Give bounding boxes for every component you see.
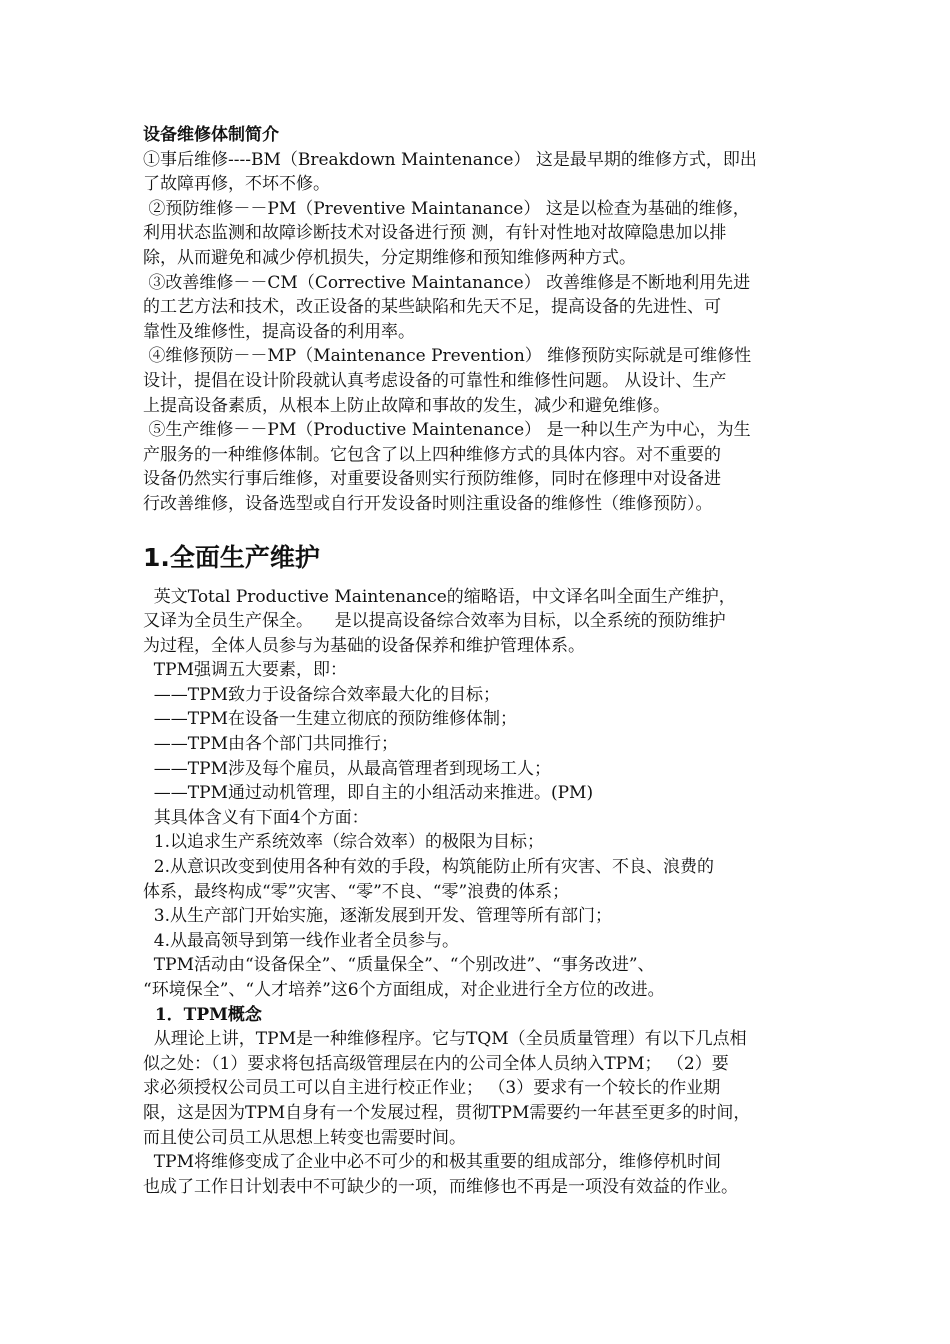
intro-line: 行改善维修，设备选型或自行开发设备时则注重设备的维修性（维修预防）。 <box>143 493 713 514</box>
section-line: 2.从意识改变到使用各种有效的手段，构筑能防止所有灾害、不良、浪费的 <box>143 857 715 878</box>
section-line: 3.从生产部门开始实施，逐渐发展到开发、管理等所有部门； <box>143 906 613 927</box>
intro-line: 上提高设备素质，从根本上防止故障和事故的发生，减少和避免维修。 <box>143 395 670 416</box>
subsection-line: 也成了工作日计划表中不可缺少的一项，而维修也不再是一项没有效益的作业。 <box>143 1176 738 1197</box>
intro-line: 除，从而避免和减少停机损失，分定期维修和预知维修两种方式。 <box>143 247 636 268</box>
document-page <box>143 123 810 1199</box>
subsection-line: 似之处：（1）要求将包括高级管理层在内的公司全体人员纳入TPM； （2）要 <box>143 1053 729 1074</box>
section-line: 1.以追求生产系统效率（综合效率）的极限为目标； <box>143 832 545 853</box>
section-line: 体系，最终构成“零”灾害、“零”不良、“零”浪费的体系； <box>143 881 570 902</box>
section-line: ——TPM致力于设备综合效率最大化的目标； <box>143 684 500 705</box>
subsection-line: 而且使公司员工从思想上转变也需要时间。 <box>143 1127 466 1148</box>
intro-line: 设计，提倡在设计阶段就认真考虑设备的可靠性和维修性问题。 从设计、生产 <box>143 370 727 391</box>
section-line: ——TPM通过动机管理，即自主的小组活动来推进。(PM) <box>143 783 594 804</box>
section-line: TPM强调五大要素，即： <box>143 660 347 681</box>
intro-line: 的工艺方法和技术，改正设备的某些缺陷和先天不足，提高设备的先进性、可 <box>143 297 721 318</box>
section-line: ——TPM涉及每个雇员，从最高管理者到现场工人； <box>143 758 551 779</box>
subsection-line: 限，这是因为TPM自身有一个发展过程，贯彻TPM需要约一年甚至更多的时间， <box>143 1102 751 1123</box>
subsection-line: TPM将维修变成了企业中必不可少的和极其重要的组成部分，维修停机时间 <box>143 1152 721 1173</box>
subsection-heading: 1．TPM概念 <box>143 1004 262 1025</box>
intro-line: 产服务的一种维修体制。它包含了以上四种维修方式的具体内容。对不重要的 <box>143 444 721 465</box>
section-line: ——TPM在设备一生建立彻底的预防维修体制； <box>143 709 517 730</box>
intro-line: ④维修预防－－MP（Maintenance Prevention） 维修预防实际就是可维修性 <box>143 346 752 367</box>
subsection-line: 求必须授权公司员工可以自主进行校正作业； （3）要求有一个较长的作业期 <box>143 1078 721 1099</box>
section-line: “环境保全”、“人才培养”这6个方面组成，对企业进行全方位的改进。 <box>143 980 665 1000</box>
intro-line: ⑤生产维修－－PM（Productive Maintenance） 是一种以生产为中心，为生 <box>143 420 751 441</box>
intro-line: ②预防维修－－PM（Preventive Maintanance） 这是以检查为基础的维修， <box>143 198 750 219</box>
intro-line: 设备仍然实行事后维修，对重要设备则实行预防维修，同时在修理中对设备进 <box>143 469 721 490</box>
section-line: ——TPM由各个部门共同推行； <box>143 734 398 755</box>
section-line: 4.从最高领导到第一线作业者全员参与。 <box>143 930 460 951</box>
section-line: 又译为全员生产保全。 是以提高设备综合效率为目标，以全系统的预防维护 <box>143 611 726 632</box>
subsection-body <box>143 1027 810 1199</box>
intro-body <box>143 148 810 517</box>
intro-line: ①事后维修----BM（Breakdown Maintenance） 这是最早期的维修方式，即出 <box>143 149 757 170</box>
section-line: 英文Total Productive Maintenance的缩略语，中文译名叫全面生产维护， <box>143 586 736 607</box>
intro-line: 利用状态监测和故障诊断技术对设备进行预 测，有针对性地对故障隐患加以排 <box>143 223 727 244</box>
subsection-line: 从理论上讲，TPM是一种维修程序。它与TQM（全员质量管理）有以下几点相 <box>143 1029 747 1050</box>
section-line: TPM活动由“设备保全”、“质量保全”、“个别改进”、“事务改进”、 <box>143 955 655 976</box>
intro-line: 了故障再修，不坏不修。 <box>143 174 330 195</box>
section-heading: 1.全面生产维护 <box>143 542 320 572</box>
intro-line: 靠性及维修性，提高设备的利用率。 <box>143 321 415 342</box>
intro-line: ③改善维修－－CM（Corrective Maintanance） 改善维修是不断地利用先进 <box>143 272 751 293</box>
section-line: 为过程，全体人员参与为基础的设备保养和维护管理体系。 <box>143 635 585 656</box>
section-body <box>143 585 810 1003</box>
intro-title: 设备维修体制简介 <box>143 125 279 145</box>
section-line: 其具体含义有下面4个方面： <box>143 807 369 828</box>
